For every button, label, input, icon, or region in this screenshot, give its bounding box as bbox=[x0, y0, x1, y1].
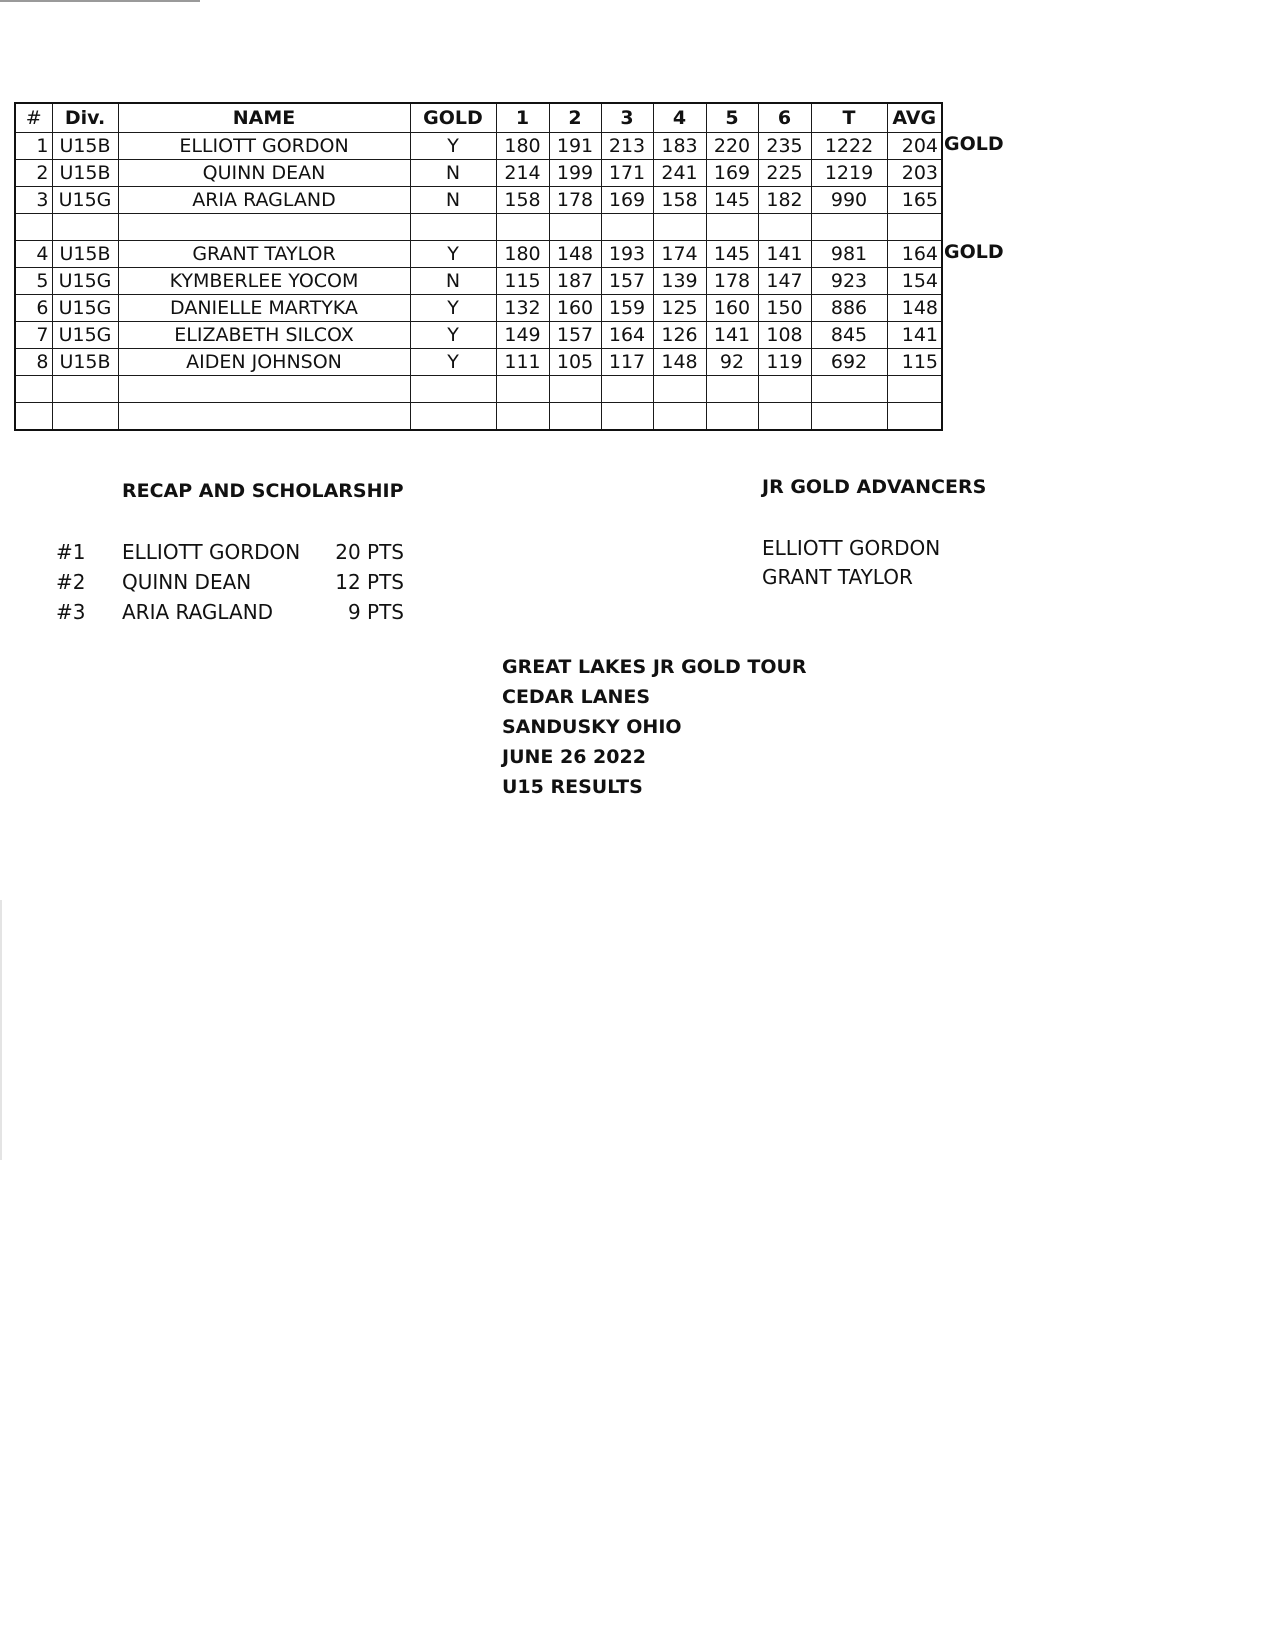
empty-cell bbox=[706, 403, 758, 431]
cell-game-5: 220 bbox=[706, 133, 758, 160]
cell-game-3: 171 bbox=[601, 160, 653, 187]
gold-advancer-tag: GOLD bbox=[944, 133, 1004, 155]
cell-game-5: 145 bbox=[706, 187, 758, 214]
cell-avg: 203 bbox=[887, 160, 942, 187]
empty-cell bbox=[410, 214, 496, 241]
table-header-row bbox=[15, 103, 942, 133]
header-game-1: 1 bbox=[496, 103, 549, 133]
recap-points: 20 PTS bbox=[335, 540, 404, 564]
cell-game-6: 147 bbox=[758, 268, 811, 295]
recap-rank: #2 bbox=[56, 570, 86, 594]
cell-game-4: 139 bbox=[653, 268, 706, 295]
cell-rank: 3 bbox=[15, 187, 52, 214]
empty-cell bbox=[549, 403, 601, 431]
cell-gold: Y bbox=[410, 241, 496, 268]
empty-cell bbox=[549, 376, 601, 403]
cell-game-4: 183 bbox=[653, 133, 706, 160]
cell-division: U15B bbox=[52, 241, 118, 268]
recap-name: ARIA RAGLAND bbox=[122, 600, 274, 624]
empty-cell bbox=[410, 376, 496, 403]
empty-cell bbox=[496, 403, 549, 431]
empty-cell bbox=[496, 376, 549, 403]
recap-title: RECAP AND SCHOLARSHIP bbox=[122, 480, 404, 502]
empty-cell bbox=[410, 403, 496, 431]
empty-cell bbox=[706, 376, 758, 403]
cell-rank: 5 bbox=[15, 268, 52, 295]
empty-cell bbox=[706, 214, 758, 241]
cell-game-4: 241 bbox=[653, 160, 706, 187]
recap-name: QUINN DEAN bbox=[122, 570, 252, 594]
advancer-name: ELLIOTT GORDON bbox=[762, 536, 941, 560]
table-row bbox=[15, 133, 942, 160]
cell-game-1: 149 bbox=[496, 322, 549, 349]
header-game-5: 5 bbox=[706, 103, 758, 133]
cell-game-4: 158 bbox=[653, 187, 706, 214]
header-avg: AVG bbox=[887, 103, 942, 133]
gold-advancer-tag: GOLD bbox=[944, 241, 1004, 263]
cell-total: 990 bbox=[811, 187, 887, 214]
cell-rank: 1 bbox=[15, 133, 52, 160]
header-total: T bbox=[811, 103, 887, 133]
header-gold: GOLD bbox=[410, 103, 496, 133]
cell-game-4: 174 bbox=[653, 241, 706, 268]
empty-cell bbox=[496, 214, 549, 241]
cell-avg: 115 bbox=[887, 349, 942, 376]
cell-game-5: 145 bbox=[706, 241, 758, 268]
cell-gold: Y bbox=[410, 295, 496, 322]
cell-game-6: 141 bbox=[758, 241, 811, 268]
recap-name: ELLIOTT GORDON bbox=[122, 540, 301, 564]
empty-cell bbox=[758, 403, 811, 431]
header-num: # bbox=[15, 103, 52, 133]
cell-game-1: 214 bbox=[496, 160, 549, 187]
empty-cell bbox=[811, 376, 887, 403]
empty-cell bbox=[601, 214, 653, 241]
header-div: Div. bbox=[52, 103, 118, 133]
empty-cell bbox=[887, 376, 942, 403]
empty-cell bbox=[118, 403, 410, 431]
cell-gold: Y bbox=[410, 322, 496, 349]
cell-name: ELLIOTT GORDON bbox=[118, 133, 410, 160]
cell-avg: 164 bbox=[887, 241, 942, 268]
cell-game-3: 159 bbox=[601, 295, 653, 322]
cell-rank: 8 bbox=[15, 349, 52, 376]
scan-artifact-edge bbox=[0, 900, 2, 1160]
cell-game-5: 92 bbox=[706, 349, 758, 376]
empty-cell bbox=[15, 403, 52, 431]
cell-name: QUINN DEAN bbox=[118, 160, 410, 187]
cell-avg: 141 bbox=[887, 322, 942, 349]
empty-cell bbox=[653, 214, 706, 241]
event-line: JUNE 26 2022 bbox=[502, 746, 646, 768]
empty-cell bbox=[653, 403, 706, 431]
empty-cell bbox=[601, 376, 653, 403]
cell-total: 1219 bbox=[811, 160, 887, 187]
empty-cell bbox=[601, 403, 653, 431]
cell-game-2: 157 bbox=[549, 322, 601, 349]
table-row bbox=[15, 295, 942, 322]
cell-game-5: 141 bbox=[706, 322, 758, 349]
empty-cell bbox=[549, 214, 601, 241]
cell-name: GRANT TAYLOR bbox=[118, 241, 410, 268]
scan-artifact-line bbox=[0, 0, 200, 2]
cell-game-3: 193 bbox=[601, 241, 653, 268]
cell-total: 1222 bbox=[811, 133, 887, 160]
header-name: NAME bbox=[118, 103, 410, 133]
empty-cell bbox=[52, 214, 118, 241]
cell-game-5: 169 bbox=[706, 160, 758, 187]
cell-name: ELIZABETH SILCOX bbox=[118, 322, 410, 349]
header-game-2: 2 bbox=[549, 103, 601, 133]
recap-rank: #3 bbox=[56, 600, 86, 624]
cell-game-6: 108 bbox=[758, 322, 811, 349]
empty-cell bbox=[758, 214, 811, 241]
cell-name: DANIELLE MARTYKA bbox=[118, 295, 410, 322]
cell-division: U15G bbox=[52, 295, 118, 322]
cell-game-1: 111 bbox=[496, 349, 549, 376]
cell-division: U15B bbox=[52, 160, 118, 187]
cell-game-1: 180 bbox=[496, 133, 549, 160]
cell-game-6: 235 bbox=[758, 133, 811, 160]
cell-game-3: 157 bbox=[601, 268, 653, 295]
cell-game-2: 199 bbox=[549, 160, 601, 187]
empty-cell bbox=[811, 214, 887, 241]
cell-avg: 165 bbox=[887, 187, 942, 214]
cell-game-1: 132 bbox=[496, 295, 549, 322]
cell-game-2: 191 bbox=[549, 133, 601, 160]
cell-game-6: 182 bbox=[758, 187, 811, 214]
cell-gold: Y bbox=[410, 133, 496, 160]
empty-cell bbox=[758, 376, 811, 403]
cell-total: 886 bbox=[811, 295, 887, 322]
cell-game-6: 225 bbox=[758, 160, 811, 187]
header-game-6: 6 bbox=[758, 103, 811, 133]
table-row bbox=[15, 349, 942, 376]
cell-game-2: 160 bbox=[549, 295, 601, 322]
cell-name: KYMBERLEE YOCOM bbox=[118, 268, 410, 295]
cell-game-1: 180 bbox=[496, 241, 549, 268]
table-row bbox=[15, 322, 942, 349]
cell-game-4: 148 bbox=[653, 349, 706, 376]
results-table bbox=[14, 102, 943, 431]
cell-rank: 2 bbox=[15, 160, 52, 187]
cell-total: 692 bbox=[811, 349, 887, 376]
table-row bbox=[15, 241, 942, 268]
event-line: SANDUSKY OHIO bbox=[502, 716, 682, 738]
cell-rank: 7 bbox=[15, 322, 52, 349]
cell-game-3: 164 bbox=[601, 322, 653, 349]
event-line: CEDAR LANES bbox=[502, 686, 651, 708]
cell-division: U15G bbox=[52, 268, 118, 295]
empty-cell bbox=[118, 376, 410, 403]
recap-rank: #1 bbox=[56, 540, 86, 564]
cell-division: U15B bbox=[52, 133, 118, 160]
empty-cell bbox=[15, 214, 52, 241]
cell-game-2: 178 bbox=[549, 187, 601, 214]
cell-game-4: 125 bbox=[653, 295, 706, 322]
cell-game-1: 115 bbox=[496, 268, 549, 295]
cell-total: 923 bbox=[811, 268, 887, 295]
cell-game-2: 148 bbox=[549, 241, 601, 268]
cell-avg: 154 bbox=[887, 268, 942, 295]
cell-name: AIDEN JOHNSON bbox=[118, 349, 410, 376]
cell-gold: Y bbox=[410, 349, 496, 376]
table-empty-row bbox=[15, 376, 942, 403]
table-row bbox=[15, 160, 942, 187]
empty-cell bbox=[811, 403, 887, 431]
header-game-4: 4 bbox=[653, 103, 706, 133]
cell-division: U15B bbox=[52, 349, 118, 376]
cell-game-2: 105 bbox=[549, 349, 601, 376]
empty-cell bbox=[653, 376, 706, 403]
cell-gold: N bbox=[410, 160, 496, 187]
cell-game-5: 160 bbox=[706, 295, 758, 322]
cell-division: U15G bbox=[52, 322, 118, 349]
table-row bbox=[15, 268, 942, 295]
cell-avg: 148 bbox=[887, 295, 942, 322]
cell-game-4: 126 bbox=[653, 322, 706, 349]
empty-cell bbox=[15, 376, 52, 403]
recap-points: 9 PTS bbox=[347, 600, 404, 624]
cell-gold: N bbox=[410, 187, 496, 214]
cell-game-3: 169 bbox=[601, 187, 653, 214]
empty-cell bbox=[887, 403, 942, 431]
cell-division: U15G bbox=[52, 187, 118, 214]
cell-game-1: 158 bbox=[496, 187, 549, 214]
event-line: U15 RESULTS bbox=[502, 776, 643, 798]
header-game-3: 3 bbox=[601, 103, 653, 133]
advancer-name: GRANT TAYLOR bbox=[762, 565, 913, 589]
empty-cell bbox=[887, 214, 942, 241]
recap-points: 12 PTS bbox=[335, 570, 404, 594]
cell-rank: 4 bbox=[15, 241, 52, 268]
cell-game-3: 117 bbox=[601, 349, 653, 376]
table-empty-row bbox=[15, 214, 942, 241]
cell-game-5: 178 bbox=[706, 268, 758, 295]
cell-game-6: 150 bbox=[758, 295, 811, 322]
cell-gold: N bbox=[410, 268, 496, 295]
event-line: GREAT LAKES JR GOLD TOUR bbox=[502, 656, 807, 678]
advancers-title: JR GOLD ADVANCERS bbox=[762, 476, 987, 498]
table-row bbox=[15, 187, 942, 214]
table-empty-row bbox=[15, 403, 942, 431]
cell-game-6: 119 bbox=[758, 349, 811, 376]
cell-total: 981 bbox=[811, 241, 887, 268]
empty-cell bbox=[52, 376, 118, 403]
cell-total: 845 bbox=[811, 322, 887, 349]
cell-rank: 6 bbox=[15, 295, 52, 322]
empty-cell bbox=[118, 214, 410, 241]
cell-name: ARIA RAGLAND bbox=[118, 187, 410, 214]
empty-cell bbox=[52, 403, 118, 431]
cell-game-3: 213 bbox=[601, 133, 653, 160]
cell-avg: 204 bbox=[887, 133, 942, 160]
cell-game-2: 187 bbox=[549, 268, 601, 295]
